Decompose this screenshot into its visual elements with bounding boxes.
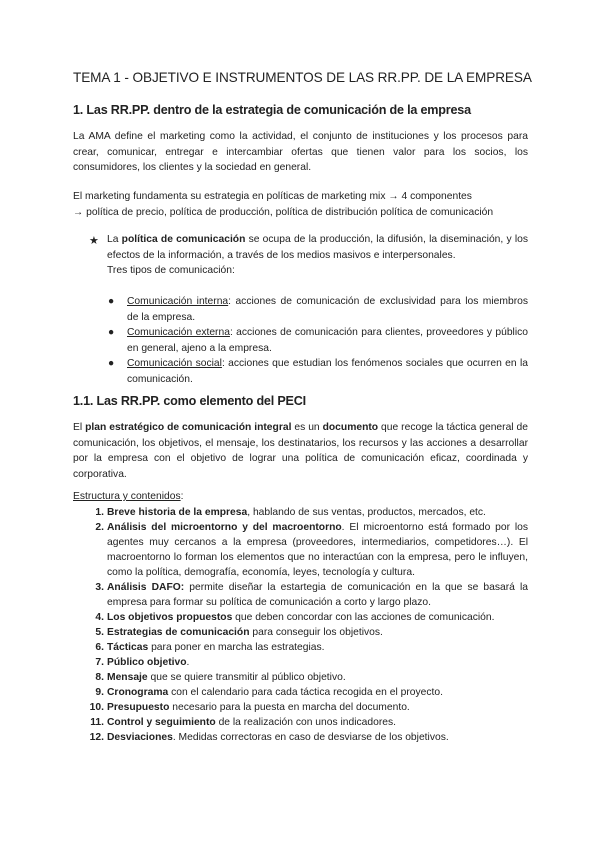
type-desc: : acciones de comunicación de exclusividad para los miembros de la empresa. (127, 296, 528, 323)
item-title: Estrategias de comunicación (107, 627, 250, 638)
communication-policy-item (107, 232, 528, 279)
item-text: para conseguir los objetivos. (249, 627, 383, 638)
item-text: que deben concordar con las acciones de comunicación. (232, 612, 495, 623)
item-title: Público objetivo (107, 657, 187, 668)
bullet-icon: ● (108, 358, 115, 369)
item-number: 9. (95, 687, 104, 698)
item-title: Análisis del microentorno y del macroentorno (107, 522, 342, 533)
item-number: 10. (89, 702, 104, 713)
type-desc: : acciones que estudian los fenómenos sociales que ocurren en la comunicación. (127, 358, 528, 385)
paragraph-peci (73, 420, 528, 482)
section-1-1-heading: 1.1. Las RR.PP. como elemento del PECI (73, 394, 306, 408)
marketing-mix-line-2: → política de precio, política de producción, política de distribución política de comunicación (73, 206, 494, 218)
item-number: 6. (95, 642, 104, 653)
communication-types-label: Tres tipos de comunicación: (107, 265, 235, 276)
type-desc: : acciones de comunicación para clientes, proveedores y público en general, ajeno a la empresa. (127, 327, 528, 354)
structure-label-text: Estructura y contenidos (73, 491, 181, 502)
item-text: con el calendario para cada táctica recogida en el proyecto. (168, 687, 443, 698)
list-item (108, 325, 528, 356)
list-item (95, 610, 528, 625)
list-item (108, 294, 528, 325)
policy-term: política de comunicación (121, 234, 246, 245)
star-bullet-icon: ★ (89, 235, 99, 247)
item-text: . El microentorno está formado por los agentes muy cercanos a la empresa (proveedores, intermediarios, competidores…). El macroentorno lo forman los elementos que no interactúan con la empresa, pero le influyen, como la política, demografía, economía, leyes, tecnología y cultura. (107, 522, 528, 578)
item-number: 4. (95, 612, 104, 623)
item-number: 11. (90, 717, 104, 728)
bullet-icon: ● (108, 296, 115, 307)
list-item (95, 640, 528, 655)
list-item (95, 580, 529, 610)
item-number: 3. (95, 582, 104, 593)
item-title: Breve historia de la empresa (107, 507, 248, 518)
item-title: Cronograma (107, 687, 169, 698)
type-name: Comunicación social (127, 358, 222, 369)
peci-document-term: documento (322, 422, 379, 433)
item-title: Tácticas (107, 642, 149, 653)
item-text: . Medidas correctoras en caso de desviarse de los objetivos. (172, 732, 449, 743)
peci-pre: El (73, 422, 86, 433)
communication-types-list (108, 294, 528, 387)
item-title: Análisis DAFO: (107, 582, 185, 593)
list-item (90, 715, 528, 730)
item-title: Control y seguimiento (107, 717, 216, 728)
item-text: de la realización con unos indicadores. (215, 717, 397, 728)
bullet-icon: ● (108, 327, 115, 338)
structure-label (73, 489, 528, 505)
peci-mid: es un (291, 422, 323, 433)
item-title: Mensaje (107, 672, 148, 683)
list-item (95, 625, 528, 640)
structure-label-colon: : (180, 491, 184, 502)
item-text: , hablando de sus ventas, productos, mercados, etc. (247, 507, 486, 518)
marketing-mix-line-1: El marketing fundamenta su estrategia en políticas de marketing mix → 4 componentes (73, 191, 472, 202)
policy-pre: La (107, 234, 122, 245)
type-name: Comunicación interna (127, 296, 229, 307)
item-title: Presupuesto (107, 702, 170, 713)
policy-desc: se ocupa de la producción, la difusión, la diseminación, y los efectos de la información, a través de los medios masivos e interpersonales. (107, 234, 528, 261)
item-number: 5. (95, 627, 104, 638)
item-text: que se quiere transmitir al público objetivo. (147, 672, 346, 683)
list-item (95, 670, 528, 685)
communication-policy-text (107, 232, 528, 263)
item-text: necesario para la puesta en marcha del documento. (169, 702, 410, 713)
list-item (95, 520, 528, 580)
item-number: 7. (95, 657, 104, 668)
list-item (89, 730, 528, 745)
page-title: TEMA 1 - OBJETIVO E INSTRUMENTOS DE LAS RR.PP. DE LA EMPRESA (73, 70, 532, 85)
list-item (95, 685, 528, 700)
item-number: 2. (95, 522, 104, 533)
item-number: 8. (95, 672, 104, 683)
structure-list (89, 505, 529, 745)
paragraph-marketing-mix (73, 189, 533, 220)
peci-desc: que recoge la táctica general de comunicación, los objetivos, el mensaje, los destinatarios, los recursos y las acciones a desarrollar por la empresa con el objetivo de lograr una política de comunicación eficaz, coordinada y corporativa. (73, 422, 528, 480)
section-1-heading: 1. Las RR.PP. dentro de la estrategia de comunicación de la empresa (73, 103, 471, 117)
item-number: 12. (89, 732, 104, 743)
item-title: Desviaciones (107, 732, 173, 743)
peci-term: plan estratégico de comunicación integral (85, 422, 292, 433)
list-item (95, 505, 528, 520)
list-item (108, 356, 528, 387)
item-title: Los objetivos propuestos (107, 612, 233, 623)
type-name: Comunicación externa (127, 327, 230, 338)
item-text: permite diseñar la estartegia de comunicación en la que se basará la empresa para formar su política de comunicación a corto y largo plazo. (107, 582, 529, 608)
item-number: 1. (95, 507, 104, 518)
item-text: . (186, 657, 190, 668)
paragraph-ama-definition: La AMA define el marketing como la actividad, el conjunto de instituciones y los procesos para crear, comunicar, entregar e intercambiar ofertas que tienen valor para los socios, los consumidores, los clientes y la sociedad en general. (73, 131, 528, 173)
list-item (89, 700, 528, 715)
item-text: para poner en marcha las estrategias. (148, 642, 325, 653)
list-item (95, 655, 528, 670)
